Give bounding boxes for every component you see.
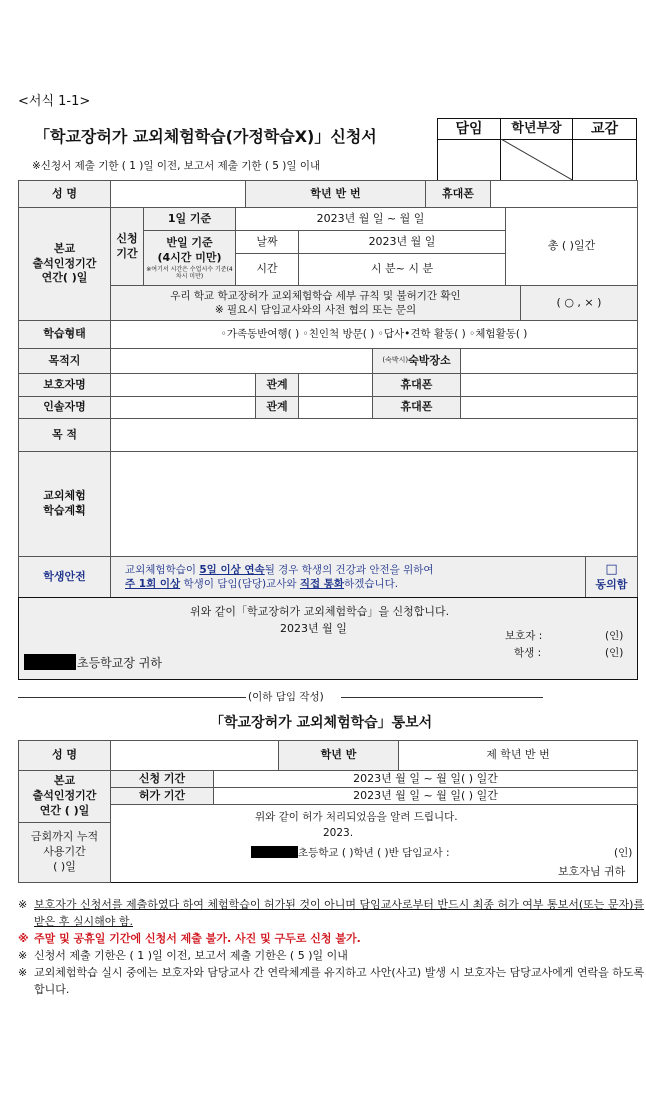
lodging-prefix: (숙박시) — [382, 356, 409, 365]
rules-confirm-text — [110, 285, 521, 321]
plan-label-2: 학습계획 — [43, 504, 86, 517]
agree-label: 동의함 — [595, 578, 628, 592]
grade-class-label[interactable]: 학년 반 번 — [245, 180, 426, 208]
phone-field[interactable] — [490, 180, 638, 208]
attendance-period-label — [18, 207, 111, 321]
attend-label-1: 본교 — [53, 241, 76, 255]
name-field[interactable] — [110, 180, 246, 208]
notice-title: 「학교장허가 교외체험학습」통보서 — [210, 715, 433, 731]
learning-type-label: 학습형태 — [18, 320, 111, 349]
period-label-1: 신청 — [116, 231, 138, 245]
notes-list — [18, 896, 646, 998]
lodging-label — [372, 348, 461, 374]
agree-checkbox[interactable] — [585, 556, 638, 598]
note-text: 주말 및 공휴일 기간에 신청서 제출 불가. 사진 및 구두로 신청 불가. — [34, 932, 361, 945]
cumulative-2: 사용기간 — [43, 845, 86, 859]
note-item — [18, 896, 646, 930]
learning-type-options[interactable]: ◦가족동반여행( ) ◦친인척 방문( ) ◦답사•견학 활동( ) ◦체험활동( ) — [110, 320, 638, 349]
note-mark: ※ — [18, 932, 29, 945]
escort-name-field[interactable] — [110, 396, 256, 419]
safety-text-part: 될 경우 학생의 건강과 안전을 위하여 — [264, 563, 434, 576]
redacted-school-name — [251, 846, 298, 858]
applied-period-value[interactable]: 2023년 월 일 ~ 월 일( ) 일간 — [213, 770, 638, 788]
time-label: 시간 — [235, 253, 299, 286]
destination-label: 목적지 — [18, 348, 111, 374]
half-day-label-1: 반일 기준 — [166, 235, 213, 249]
teacher-seal[interactable]: (인) — [614, 847, 633, 859]
approval-homeroom-header: 담임 — [437, 118, 501, 140]
guardian-relation-field[interactable] — [298, 373, 373, 397]
rules-confirm-mark[interactable]: ( ○ , × ) — [520, 285, 638, 321]
purpose-label: 목 적 — [18, 418, 111, 452]
period-label-2: 기간 — [116, 246, 138, 260]
note-text: 교외체험학습 실시 중에는 보호자와 담당교사 간 연락체계를 유지하고 사안(사고) 발생 시 보호자는 담당교사에게 연락을 하도록 합니다. — [34, 966, 645, 996]
date-value[interactable]: 2023년 월 일 — [298, 230, 506, 254]
destination-field[interactable] — [110, 348, 373, 374]
plan-label-1: 교외체험 — [43, 489, 86, 503]
approval-grade-head-header: 학년부장 — [500, 118, 573, 140]
divider-label: (이하 담임 작성) — [248, 691, 324, 703]
teacher-line[interactable]: 초등학교 ( )학년 ( )반 담임교사 : — [298, 847, 450, 859]
redacted-school-name — [24, 654, 76, 670]
addressee: 초등학교장 귀하 — [77, 656, 162, 670]
note-item — [18, 947, 646, 964]
lodging-field[interactable] — [460, 348, 638, 374]
guardian-sign-label: 보호자 : — [505, 630, 543, 642]
applied-period-label: 신청 기간 — [110, 770, 214, 788]
notice-year[interactable]: 2023. — [323, 827, 354, 839]
safety-label: 학생안전 — [18, 556, 111, 598]
approval-vice-principal-sign[interactable] — [572, 139, 637, 181]
guardian-name-label: 보호자명 — [18, 373, 111, 397]
notice-attend-label — [18, 770, 111, 823]
notice-attend-3[interactable]: 연간 ( )일 — [39, 803, 90, 817]
safety-emphasis: 주 1회 이상 — [125, 578, 181, 590]
notice-statement: 위와 같이 허가 처리되었음을 알려 드립니다. — [255, 811, 458, 823]
checkbox-icon[interactable]: □ — [605, 561, 618, 577]
deadline-note: ※신청서 제출 기한 ( 1 )일 이전, 보고서 제출 기한 ( 5 )일 이내 — [32, 160, 321, 172]
half-day-note: ※여기서 시간은 수업시수 기준(4차시 미만) — [146, 265, 233, 280]
note-item — [18, 964, 646, 998]
guardian-name-field[interactable] — [110, 373, 256, 397]
cumulative-label — [18, 822, 111, 883]
diagonal-slash — [501, 139, 572, 181]
guardian-phone-field[interactable] — [460, 373, 638, 397]
safety-emphasis: 5일 이상 연속 — [199, 563, 265, 576]
note-mark: ※ — [18, 949, 28, 962]
plan-field[interactable] — [110, 451, 638, 557]
permitted-period-label: 허가 기간 — [110, 787, 214, 805]
total-days[interactable]: 총 ( )일간 — [505, 207, 638, 286]
safety-line-1 — [125, 563, 434, 577]
student-seal[interactable]: (인) — [605, 647, 624, 659]
notice-addressee: 보호자님 귀하 — [558, 865, 626, 878]
notice-grade-label: 학년 반 — [278, 740, 399, 771]
approval-homeroom-sign[interactable] — [437, 139, 501, 181]
notice-attend-2: 출석인정기간 — [32, 789, 97, 803]
name-label: 성 명 — [18, 180, 111, 208]
safety-emphasis: 직접 통화 — [299, 578, 345, 590]
note-mark: ※ — [18, 898, 28, 911]
attend-label-3[interactable]: 연간( )일 — [41, 271, 88, 285]
permitted-period-value[interactable]: 2023년 월 일 ~ 월 일( ) 일간 — [213, 787, 638, 805]
notice-name-label: 성 명 — [18, 740, 111, 771]
date-label: 날짜 — [235, 230, 299, 254]
note-text: 신청서 제출 기한은 ( 1 )일 이전, 보고서 제출 기한은 ( 5 )일 이내 — [34, 949, 348, 962]
application-statement: 위와 같이「학교장허가 교외체험학습」을 신청합니다. — [190, 605, 450, 618]
confirm-line-1: 우리 학교 학교장허가 교외체험학습 세부 규칙 및 불허기간 확인 — [170, 289, 461, 302]
notice-grade-value[interactable]: 제 학년 반 번 — [398, 740, 638, 771]
half-day-label-2: (4시간 미만) — [157, 250, 222, 264]
escort-name-label: 인솔자명 — [18, 396, 111, 419]
escort-phone-field[interactable] — [460, 396, 638, 419]
purpose-field[interactable] — [110, 418, 638, 452]
safety-text-part: 학생이 담임(담당)교사와 — [180, 578, 300, 590]
attend-label-2: 출석인정기간 — [32, 256, 97, 270]
note-text: 보호자가 신청서를 제출하였다 하여 체험학습이 허가된 것이 아니며 담임교사로부터 반드시 최종 허가 여부 통보서(또는 문자)를 받은 후 실시해야 함. — [34, 898, 645, 928]
time-value[interactable]: 시 분~ 시 분 — [298, 253, 506, 286]
escort-relation-field[interactable] — [298, 396, 373, 419]
safety-text-part: 교외체험학습이 — [125, 563, 200, 576]
notice-name-field[interactable] — [110, 740, 279, 771]
full-day-value[interactable]: 2023년 월 일 ~ 월 일 — [235, 207, 506, 231]
application-title: 「학교장허가 교외체험학습(가정학습X)」신청서 — [34, 127, 377, 146]
safety-text — [110, 556, 586, 598]
divider-line-left — [18, 697, 246, 698]
confirm-line-2: ※ 필요시 담임교사와의 사전 협의 또는 문의 — [214, 304, 417, 316]
cumulative-1: 금회까지 누적 — [30, 830, 99, 844]
guardian-relation-label: 관계 — [255, 373, 299, 397]
half-day-label — [143, 230, 236, 286]
form-code: <서식 1-1> — [18, 94, 91, 109]
application-date[interactable]: 2023년 월 일 — [280, 622, 347, 635]
escort-phone-label: 휴대폰 — [372, 396, 461, 419]
guardian-phone-label: 휴대폰 — [372, 373, 461, 397]
period-label — [110, 207, 144, 286]
note-mark: ※ — [18, 966, 28, 979]
guardian-seal[interactable]: (인) — [605, 630, 624, 642]
divider-line-right — [341, 697, 543, 698]
lodging-label-text: 숙박장소 — [408, 353, 451, 367]
safety-line-2 — [125, 577, 434, 591]
student-sign-label: 학생 : — [514, 647, 542, 659]
approval-grade-head-sign — [500, 139, 573, 181]
cumulative-3[interactable]: ( )일 — [53, 859, 76, 873]
phone-label: 휴대폰 — [425, 180, 491, 208]
safety-text-part: 하겠습니다. — [344, 578, 399, 590]
notice-attend-1: 본교 — [53, 774, 76, 788]
approval-vice-principal-header: 교감 — [572, 118, 637, 140]
plan-label — [18, 451, 111, 557]
escort-relation-label: 관계 — [255, 396, 299, 419]
note-item — [18, 930, 646, 947]
full-day-label: 1일 기준 — [143, 207, 236, 231]
